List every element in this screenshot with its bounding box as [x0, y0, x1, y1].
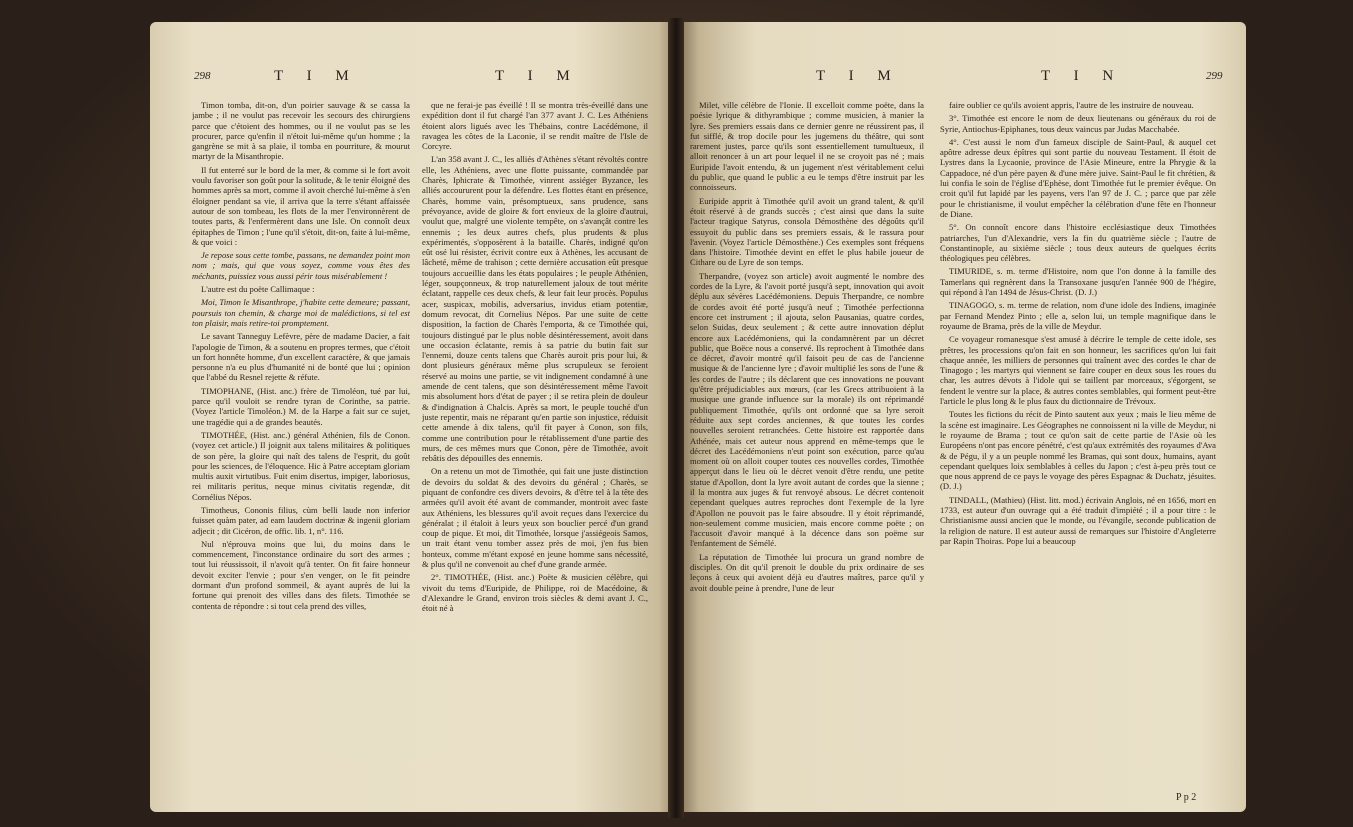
text-column: [690, 100, 924, 812]
paragraph: L'autre est du poëte Callimaque :: [201, 284, 315, 295]
left-page: [150, 22, 680, 812]
text-column: [940, 100, 1216, 812]
running-head: T I M: [816, 68, 901, 84]
text-column: [192, 100, 410, 812]
paragraph: TIMOTHÉE, (Hist. anc.) général Athénien, fils de Conon. (voyez cet article.) Il joignit aux talens militaires & politiques de son père, la gloire qui naît des talens de l'esprit, du goût pour les sciences, de l'éloquence. Hic à Patre acceptam gloriam multis auxit virtutibus. Fuit enim disertus, impiger, laboriosus, rei militaris peritus, neque minus civitatis regendæ, dit Cornélius Népos.: [192, 429, 410, 502]
paragraph: Euripide apprit à Timothée qu'il avoit un grand talent, & qu'il étoit réservé à de grands succès ; c'est ainsi que dans la suite l'acteur tragique Satyrus, consola Démosthène des dégoûts qu'il essuyoit du public dans ses premiers essais, & le rassura pour l'avenir. (Voyez l'article Démosthène.) Ces exemples sont fréquens dans l'histoire. Timothée devint en effet le plus habile joueur de Cithare ou de Lyre de son temps.: [690, 195, 924, 268]
running-head: T I N: [1041, 68, 1124, 84]
paragraph: La réputation de Timothée lui procura un grand nombre de disciples. On dit qu'il prenoit le double du prix ordinaire de ses leçons à ceux qui avoient déjà eu d'autres maîtres, parce qu'il y avoit double peine à prendre, l'une de leur: [690, 551, 924, 593]
paragraph: Milet, ville célèbre de l'Ionie. Il excelloit comme poëte, dans la poésie lyrique & dithyrambique ; comme musicien, à manier la lyre. Ses premiers essais dans ce dernier genre ne réussirent pas, il fut sifflé, & trop docile pour les jugemens du théâtre, qui sont rarement justes, parce qu'ils sont essentiellement tumultueux, il alloit renoncer à un art pour lequel il ne se croyoit pas né ; mais Euripide l'avoit entendu, & un jugement n'est véritablement celui du public, que quand le public a eu le temps d'être instruit par les connoisseurs.: [690, 100, 924, 193]
paragraph: Therpandre, (voyez son article) avoit augmenté le nombre des cordes de la Lyre, & l'avoit porté jusqu'à sept, innovation qui avoit déplu aux sévères Lacédémoniens. Depuis Therpandre, ce nombre de cordes avoit été porté jusqu'à neuf ; Timothée perfectionna encore cet instrument ; il ajouta, selon Pausanias, quatre cordes, selon Suidas, deux seulement ; & cette autre innovation déplut encore aux Lacédémoniens, qui la condamnèrent par un décret public, que Boëce nous a conservé. Ils reprochent à Timothée dans ce décret, d'avoir montré qu'il faisoit peu de cas de l'ancienne musique & de l'ancienne lyre ; d'avoir multiplié les sons de l'une & les cordes de l'autre ; ils déclarent que ces innovations ne pouvant qu'être préjudiciables aux mœurs, (car les Grecs attribuoient à la musique une grande influence sur la morale) ils ont réprimandé publiquement Timothée, qu'ils ont ordonné que sa lyre seroit réduite aux sept cordes anciennes, & que toutes les cordes nouvelles seroient retranchées. Cette histoire est rapportée dans Athénée, mais cet auteur nous apprend en même-temps que le décret des Lacédémoniens n'eut point son exécution, parce qu'au moment où on alloit couper toutes ces nouvelles cordes, Timothée apperçut dans le lieu où le décret venoit d'être rendu, une petite statue d'Apollon, dont la lyre avoit autant de cordes que la sienne ; il la montra aux juges & fut renvoyé absous. Le décret contenoit cependant quelques autres reproches dont l'exemple de la lyre d'Apollon ne pouvoit pas le faire absoudre. Il y étoit réprimandé, non-seulement comme musicien, mais encore comme poëte ; on l'accusoit d'avoir manqué à la décence dans son poëme sur l'enfantement de Sémélé.: [690, 270, 924, 549]
paragraph: Nul n'éprouva moins que lui, du moins dans le commencement, l'inconstance ordinaire du sort des armes ; tout lui réussissoit, il n'avoit qu'à tenter. On fit faire honneur devoit exciter l'envie ; pour s'en venger, on le fit peindre dormant d'un profond sommeil, & ayant auprès de lui la fortune qui prenoit des villes dans des filets. Timothée se contenta de répondre : si tout cela prend des villes,: [192, 538, 410, 611]
paragraph: 2°. TIMOTHÉE, (Hist. anc.) Poëte & musicien célèbre, qui vivoit du tems d'Euripide, de Philippe, roi de Macédoine, & d'Alexandre le Grand, environ trois siècles & demi avant J. C., étoit né à: [422, 572, 648, 614]
book-gutter: [668, 18, 684, 818]
paragraph: TINAGOGO, s. m. terme de relation, nom d'une idole des Indiens, imaginée par Fernand Mendez Pinto ; elle a, selon lui, un temple magnifique dans le royaume de Brama, près de la ville de Meydur.: [940, 300, 1216, 331]
paragraph: Ce voyageur romanesque s'est amusé à décrire le temple de cette idole, ses prêtres, les processions qu'on fait en son honneur, les sacrifices qu'on lui fait chaque année, les milliers de personnes qui traînent avec des cordes le char de Tinagogo ; les martyrs qui viennent se faire couper en deux sous les roues du char, les autres dévots à l'idole qui se taillent par morceaux, s'égorgent, se fendent le ventre sur la place, & autres contes semblables, qui forment peut-être l'article le plus long & le plus faux du dictionnaire de Trévoux.: [940, 334, 1216, 407]
paragraph: Moi, Timon le Misanthrope, j'habite cette demeure; passant, poursuis ton chemin, & charge moi de malédictions, si tel est ton plaisir, mais retire-toi promptement.: [192, 297, 410, 328]
paragraph: On a retenu un mot de Timothée, qui fait une juste distinction de devoirs du soldat & des devoirs du général ; Charès, se piquant de confondre ces divers devoirs, & d'être tel à la tête des armées qu'il avoit été avant de commander, montroit avec faste aux Athéniens, les blessures qu'il avoit reçues dans l'exercice du généralat ; il étaloit à leurs yeux son bouclier percé d'un grand coup de pique. Et moi, dit Timothée, lorsque j'assiégeois Samos, un trait étant venu tomber assez près de moi, j'en fus bien honteux, comme m'étant exposé en jeune homme sans nécessité, & plus qu'il ne convenoit au chef d'une grande armée.: [422, 466, 648, 570]
text-column: [422, 100, 648, 812]
paragraph: 3°. Timothée est encore le nom de deux lieutenans ou généraux du roi de Syrie, Antiochus-Epiphanes, tous deux vaincus par Judas Macchabée.: [940, 113, 1216, 134]
paragraph: que ne ferai-je pas éveillé ! Il se montra très-éveillé dans une expédition dont il fut chargé l'an 377 avant J. C. Les Athéniens étoient alors ligués avec les Thébains, contre Lacédémone, il ravagea les côtes de la Laconie, il se rendit maître de l'Isle de Corcyre.: [422, 100, 648, 152]
paragraph: Je repose sous cette tombe, passans, ne demandez point mon nom ; mais, qui que vous soyez, comme vous êtes des méchants, puissiez vous aussi périr tous misérablement !: [192, 250, 410, 281]
paragraph: Il fut enterré sur le bord de la mer, & comme si le fort avoit voulu favoriser son goût pour la solitude, & le tenir éloigné des hommes après sa mort, comme il avoit cherché lui-même à s'en éloigner pendant sa vie, il arriva que la terre s'étant affaissée autour de son tombeau, les flots de la mer l'environnèrent de toutes parts, & l'enfermèrent dans une Isle. On connoît deux épitaphes de Timon ; l'une qu'il s'étoit, dit-on, faite à lui-même, & que voici :: [192, 164, 410, 247]
paragraph: Timotheus, Cononis filius, cùm belli laude non inferior fuisset quàm pater, ad eam laudem doctrinæ & ingenii gloriam adjecit ; dit Cicéron, de offic. lib. 1, n°. 116.: [192, 504, 410, 536]
paragraph: Le savant Tanneguy Lefèvre, père de madame Dacier, a fait l'apologie de Timon, & a soutenu en propres termes, que c'étoit un fort honnête homme, d'un excellent caractère, & que jamais personne n'a eu plus d'humanité ni de bonté que lui ; opinion que l'abbé du Resnel rejette & réfute.: [192, 331, 410, 383]
running-head: T I M: [274, 68, 359, 84]
paragraph: TIMOPHANE, (Hist. anc.) frère de Timoléon, tué par lui, parce qu'il vouloit se rendre tyran de Corinthe, sa patrie. (Voyez l'article Timoléon.) M. de la Harpe a fait sur ce sujet, une tragédie qui a de grandes beautés.: [192, 385, 410, 427]
page-number: 299: [1206, 70, 1223, 82]
signature-mark: P p 2: [1176, 792, 1197, 803]
paragraph: faire oublier ce qu'ils avoient appris, l'autre de les instruire de nouveau.: [949, 100, 1194, 110]
paragraph: L'an 358 avant J. C., les alliés d'Athènes s'étant révoltés contre elle, les Athéniens, avec une flotte puissante, commandée par Charès, Iphicrate & Timothée, vinrent assiéger Byzance, les alliés accoururent pour la défendre. Les flottes étant en présence, Charès, homme vain, présomptueux, sans prudence, sans prévoyance, avide de gloire & fort envieux de la gloire d'autrui, voulut que, malgré une violente tempête, on s'avançât contre les ennemis ; les deux autres chefs, plus prudents & plus expérimentés, s'opposèrent à la bataille. Charès, indigné qu'on eût osé lui résister, écrivit contre eux à Athènes, les accusant de lâcheté, même de trahison ; cette dernière accusation eût presque toujours accueillie dans les états populaires ; le peuple Athénien, léger, soupçonneux, & trop naturellement jaloux de tout mérite éclatant, rappelle ces deux chefs, & leur fait leur procès. Populus acer, suspicax, mobilis, adversarius, invidus etiam potentiæ, domum revocat, dit Cornelius Népos. Par une suite de cette disposition, la faction de Charès l'emporta, & ce Timothée qui, toujours distingué par le plus noble désintéressement, avoit dans une occasion éclatante, remis à sa patrie du butin fait sur l'ennemi, douze cents talens que Charès auroit pris pour lui, & dont plusieurs généraux même plus scrupuleux se feroient réservé au moins une partie, se vit indignement condamné à une amende de cent talens, que son désintéressement même l'avoit mis absolument hors d'état de payer ; il se retira plein de douleur & d'indignation à Chalcis. Après sa mort, le peuple touché d'un juste repentir, mais ne réparant qu'en partie son injustice, réduisit cette amende à dix talens, qu'il fit payer à Conon, son fils, comme une contribution pour le rétablissement d'une partie des murs, de ces mêmes murs que Conon, père de Timothée, avoit rebâtis des dépouilles des ennemis.: [422, 154, 648, 464]
paragraph: TINDALL, (Mathieu) (Hist. litt. mod.) écrivain Anglois, né en 1656, mort en 1733, est auteur d'un ouvrage qui a été traduit d'impiété ; il a pour titre : le Christianisme aussi ancien que le monde, ou l'évangile, seconde publication de la religion de nature. Il est auteur aussi de remarques sur l'histoire d'Angleterre par Rapin Thoiras. Pope lui a beaucoup: [940, 494, 1216, 546]
paragraph: Toutes les fictions du récit de Pinto sautent aux yeux ; mais le lieu même de la scène est imaginaire. Les Géographes ne connoissent ni la ville de Meydur, ni le royaume de Brama ; tout ce qu'on sait de cette partie de l'Asie où les Européens n'ont pas encore pénétré, c'est qu'aux extrémités des royaumes d'Ava & de Pégu, il y a un peuple nommé les Bramas, qui sont doux, humains, ayant cependant quelques loix semblables à celles du Japon ; c'est à-peu près tout ce que nous apprend de ce pays le voyage des pères Espagnac & Duchatz, jésuites. (D. J.): [940, 409, 1216, 492]
paragraph: Timon tomba, dit-on, d'un poirier sauvage & se cassa la jambe ; il ne voulut pas recevoir les secours des chirurgiens parce que c'étoient des hommes, ou il ne voulut pas se les procurer, parce qu'enfin il n'étoit lui-même qu'un homme ; la gangrène se mit à sa plaie, il tomba en pourriture, & mourut martyr de la Misanthropie.: [192, 100, 410, 162]
paragraph: 4°. C'est aussi le nom d'un fameux disciple de Saint-Paul, & auquel cet apôtre adresse deux épîtres qui sont partie du nouveau Testament. Il étoit de Lystres dans la Lycaonie, province de l'Asie Mineure, entre la Phrygie & la Cappadoce, né d'un père payen & d'une mère juive. Saint-Paul le fit chrétien, & lui confia le soin de l'église d'Ephèse, dont Timothée fut le premier évêque. On croit qu'il fut lapidé par les payens, vers l'an 97 de J. C. ; parce que par zèle pour le christianisme, il voulut empêcher la célébration d'une fête en l'honneur de Diane.: [940, 136, 1216, 219]
running-head: T I M: [495, 68, 580, 84]
paragraph: TIMURIDE, s. m. terme d'Histoire, nom que l'on donne à la famille des Tamerlans qui regnèrent dans la Transoxane jusqu'en l'année 900 de l'hégire, qui répond à l'an 1494 de Jésus-Christ. (D. J.): [940, 266, 1216, 298]
paragraph: 5°. On connoît encore dans l'histoire ecclésiastique deux Timothées patriarches, l'un d'Alexandrie, vers la fin du quatrième siècle ; l'autre de Constantinople, au sixième siècle ; tous deux auteurs de quelques écrits théologiques peu célèbres.: [940, 222, 1216, 264]
right-page: [676, 22, 1246, 812]
page-number: 298: [194, 70, 211, 82]
